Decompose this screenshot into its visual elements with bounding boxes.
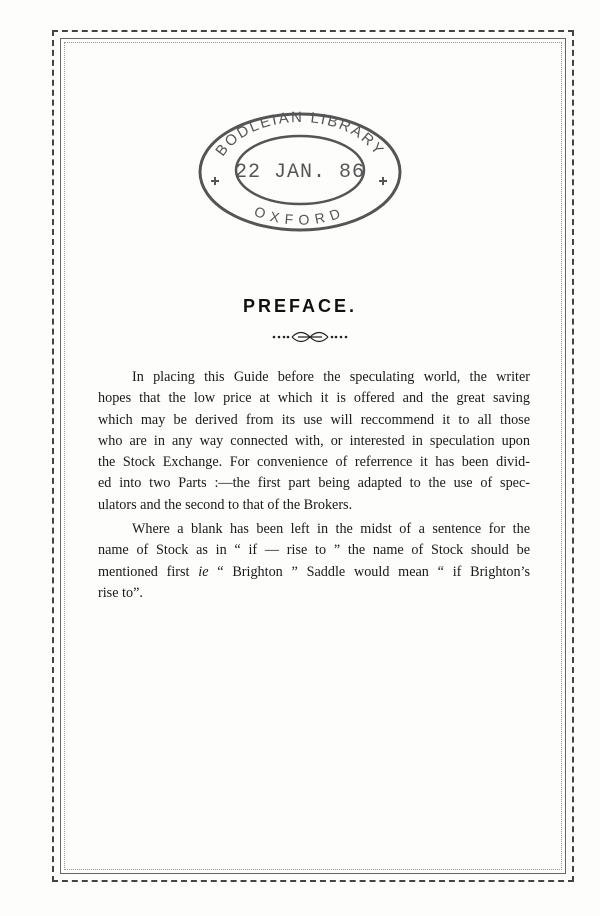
preface-paragraph-1 (98, 367, 530, 516)
stamp-top-text: BODLEIAN LIBRARY (212, 108, 388, 160)
paragraph-line: the Stock Exchange. For convenience of referrence it has been divid- (98, 454, 530, 471)
preface-paragraph-2 (98, 519, 530, 604)
paragraph-line: who are in any way connected with, or interested in speculation upon (98, 432, 530, 449)
abbreviation-ie: ie (198, 563, 209, 580)
library-stamp (195, 108, 405, 236)
ornament-divider-icon (270, 330, 350, 344)
page-title: PREFACE. (242, 296, 358, 316)
stamp-bottom-text: OXFORD (252, 202, 348, 228)
stamp-cross-right-icon (379, 177, 387, 185)
paragraph-line: ed into two Parts :—the first part being adapted to the use of spec- (98, 475, 530, 492)
paragraph-text: mentioned first (98, 563, 190, 580)
paragraph-line: name of Stock as in “ if — rise to ” the name of Stock should be (98, 542, 530, 559)
paragraph-line: hopes that the low price at which it is offered and the great saving (98, 390, 530, 407)
paragraph-line: In placing this Guide before the speculating world, the writer (132, 369, 530, 385)
svg-text:BODLEIAN LIBRARY (212, 109, 387, 160)
paragraph-line: rise to”. (98, 584, 143, 601)
stamp-date: 22 JAN. 86 (234, 161, 366, 184)
paragraph-line (98, 562, 530, 583)
svg-text:OXFORD (252, 203, 348, 228)
stamp-cross-left-icon (211, 177, 219, 185)
paragraph-line: which may be derived from its use will reccommend it to all those (98, 411, 530, 428)
paragraph-line: Where a blank has been left in the midst of a sentence for the (132, 521, 530, 537)
paragraph-line: ulators and the second to that of the Brokers. (98, 496, 353, 513)
paragraph-text: “ Brighton ” Saddle would mean “ if Brighton’s (217, 563, 531, 580)
